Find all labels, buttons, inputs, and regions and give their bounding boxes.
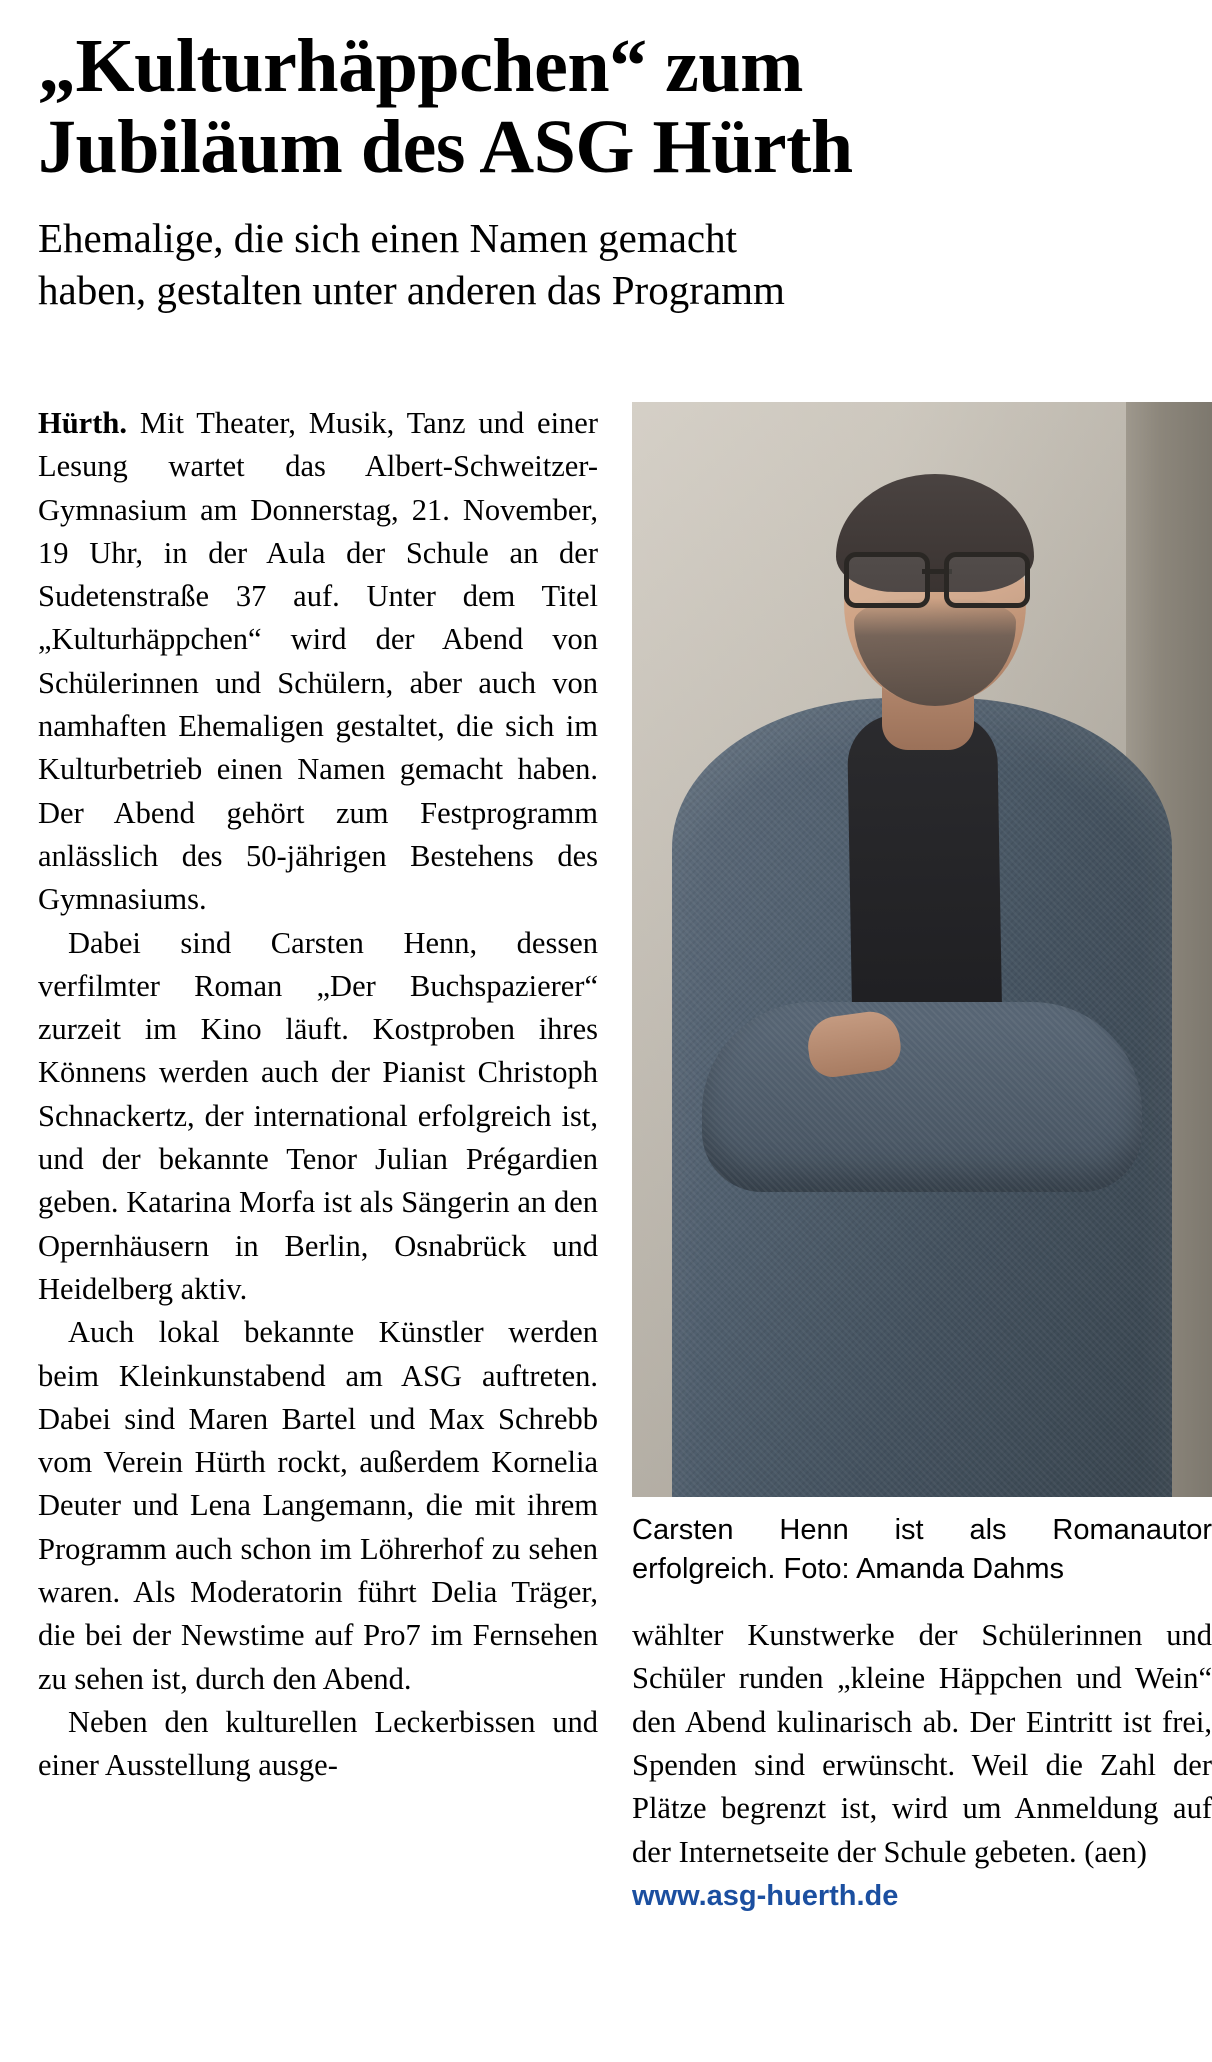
paragraph: Auch lokal bekannte Künstler werden beim Kleinkunstabend am ASG auftreten. Dabei sind Maren Bartel und Max Schrebb vom Verein Hürth rockt, außerdem Kornelia Deuter und Lena Langemann, die mit ihrem Programm auch schon im Löhrerhof zu sehen waren. Als Moderatorin führt Delia Träger, die bei der Newstime auf Pro7 im Fernsehen zu sehen ist, durch den Abend. [38,1315,598,1696]
paragraph [38,402,598,922]
paragraph: Dabei sind Carsten Henn, dessen verfilmter Roman „Der Buchspazierer“ zurzeit im Kino läuft. Kostproben ihres Könnens werden auch der Pianist Christoph Schnackertz, der international erfolgreich ist, und der bekannte Tenor Julian Prégardien geben. Katarina Morfa ist als Sängerin an den Opernhäusern in Berlin, Osnabrück und Heidelberg aktiv. [38,925,598,1306]
glasses-lens-left [844,552,930,608]
glasses-icon [842,552,1032,600]
portrait-image [632,402,1212,1497]
paragraph: Neben den kulturellen Leckerbissen und einer Ausstellung ausge- [38,1704,598,1783]
headline-line-2: Jubiläum des ASG Hürth [38,104,853,189]
person-crossed-arms [702,1002,1142,1192]
glasses-lens-right [944,552,1030,608]
article-columns [38,402,1212,2062]
subheadline-line-2: haben, gestalten unter anderen das Programm [38,266,785,313]
page-title [38,14,1174,187]
photo-credit: Foto: Amanda Dahms [783,1552,1065,1585]
article-photo [632,402,1212,1497]
left-column [38,402,598,1788]
subheadline [38,213,1174,316]
right-column-body [632,1614,1212,1874]
newspaper-article-page [0,14,1212,2062]
dateline: Hürth. [38,406,127,440]
left-column-body [38,402,598,1788]
paragraph-text: Mit Theater, Musik, Tanz und einer Lesung wartet das Albert-Schweitzer-Gymnasium am Donnerstag, 21. November, 19 Uhr, in der Aula der Schule an der Sudetenstraße 37 auf. Unter dem Titel „Kulturhäppchen“ wird der Abend von Schülerinnen und Schülern, aber auch von namhaften Ehemaligen gestaltet, die sich im Kulturbetrieb einen Namen gemacht haben. Der Abend gehört zum Festprogramm anlässlich des 50-jährigen Bestehens des Gymnasiums. [38,406,598,917]
photo-caption-text: Carsten Henn ist als Romanautor erfolgreich. [632,1514,1212,1585]
photo-caption [632,1511,1212,1588]
headline-line-1: „Kulturhäppchen“ zum [38,24,803,108]
paragraph: wählter Kunstwerke der Schülerinnen und Schüler runden „kleine Häppchen und Wein“ den Abend kulinarisch ab. Der Eintritt ist frei, Spenden sind erwünscht. Weil die Zahl der Plätze begrenzt ist, wird um Anmeldung auf der Internetseite der Schule gebeten. (aen) [632,1618,1212,1869]
right-column [632,402,1212,1913]
school-website-link[interactable]: www.asg-huerth.de [632,1879,899,1912]
subheadline-line-1: Ehemalige, die sich einen Namen gemacht [38,215,738,262]
